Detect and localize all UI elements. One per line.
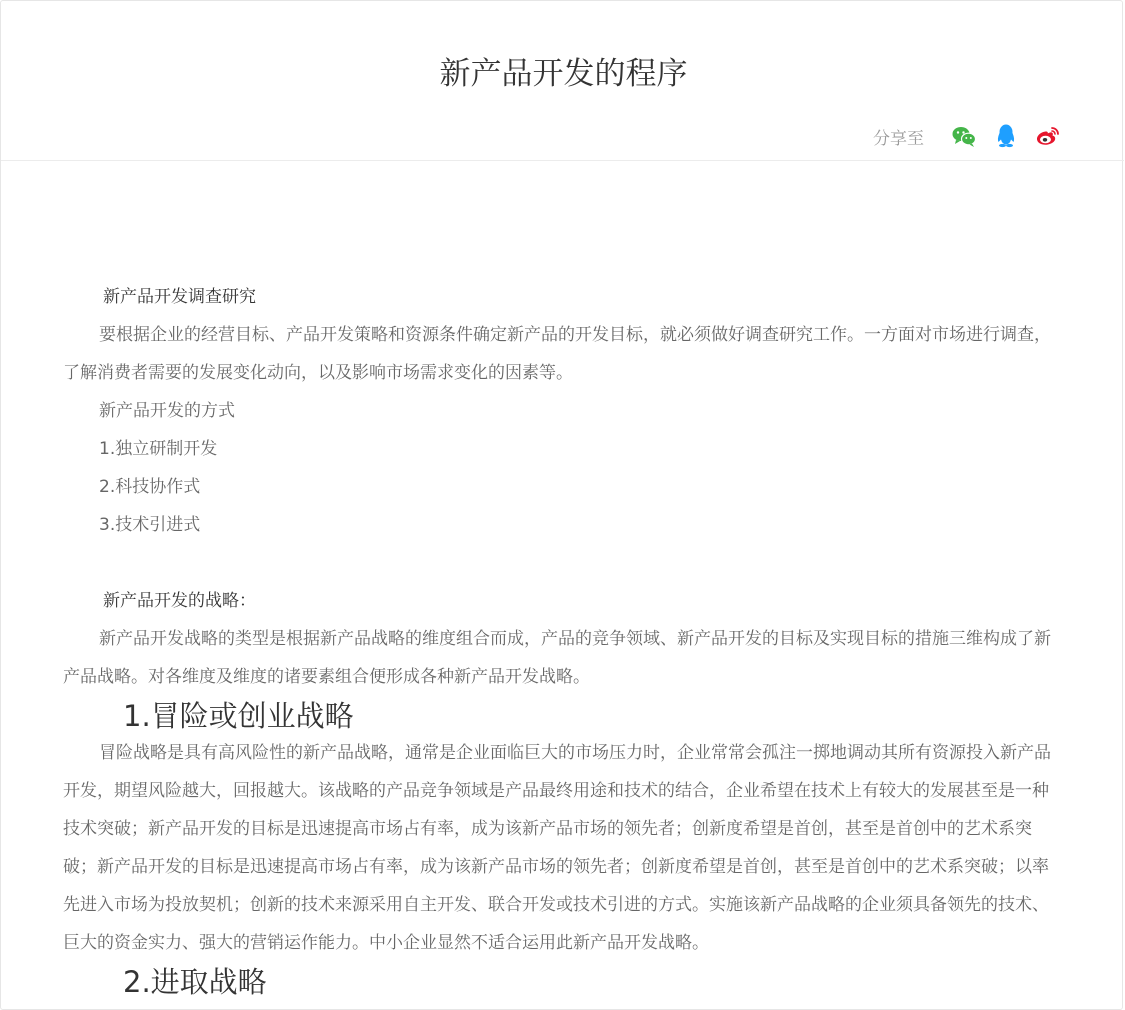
section-title-research: 新产品开发调查研究 xyxy=(103,287,256,307)
section-title-methods: 新产品开发的方式 xyxy=(99,401,235,421)
spacer xyxy=(63,544,1063,582)
method-item: 1.独立研制开发 xyxy=(99,439,218,459)
section-paragraph-research: 要根据企业的经营目标、产品开发策略和资源条件确定新产品的开发目标，就必须做好调查研究工作。一方面对市场进行调查，了解消费者需要的发展变化动向，以及影响市场需求变化的因素等。 xyxy=(63,325,1051,383)
method-item: 3.技术引进式 xyxy=(99,515,201,535)
wechat-icon[interactable] xyxy=(950,122,978,150)
weibo-icon[interactable] xyxy=(1034,122,1062,150)
page-title: 新产品开发的程序 xyxy=(439,56,688,92)
method-item: 2.科技协作式 xyxy=(99,477,201,497)
share-label: 分享至 xyxy=(873,128,924,149)
share-bar xyxy=(873,121,1062,151)
article-body xyxy=(63,278,1063,1000)
section-paragraph-strategy: 新产品开发战略的类型是根据新产品战略的维度组合而成，产品的竞争领域、新产品开发的目标及实现目标的措施三维构成了新产品战略。对各维度及维度的诸要素组合便形成各种新产品开发战略。 xyxy=(63,629,1051,687)
paragraph-strategy-1: 冒险战略是具有高风险性的新产品战略，通常是企业面临巨大的市场压力时，企业常常会孤注一掷地调动其所有资源投入新产品开发，期望风险越大，回报越大。该战略的产品竞争领域是产品最终用途和技术的结合，企业希望在技术上有较大的发展甚至是一种技术突破；新产品开发的目标是迅速提高市场占有率，成为该新产品市场的领先者；创新度希望是首创，甚至是首创中的艺术系突破；新产品开发的目标是迅速提高市场占有率，成为该新产品市场的领先者；创新度希望是首创，甚至是首创中的艺术系突破；以率先进入市场为投放契机；创新的技术来源采用自主开发、联合开发或技术引进的方式。实施该新产品战略的企业须具备领先的技术、巨大的资金实力、强大的营销运作能力。中小企业显然不适合运用此新产品开发战略。 xyxy=(63,743,1051,953)
heading-strategy-1: 1.冒险或创业战略 xyxy=(123,699,354,733)
article-header xyxy=(1,1,1124,161)
qq-icon[interactable] xyxy=(992,122,1020,150)
heading-strategy-2: 2.进取战略 xyxy=(123,965,267,999)
section-title-strategy: 新产品开发的战略： xyxy=(103,591,256,611)
